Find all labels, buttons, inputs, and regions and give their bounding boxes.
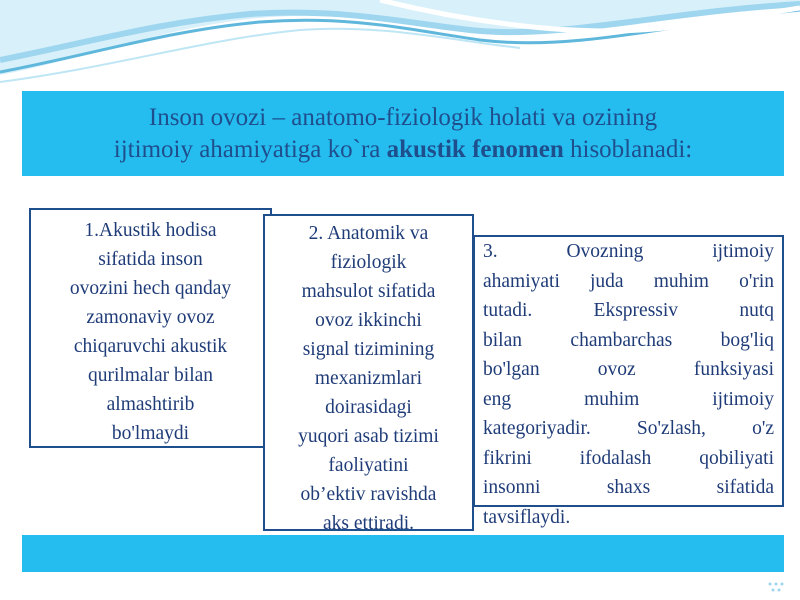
box2-line: signal tizimining	[302, 339, 435, 360]
box1-line: chiqaruvchi akustik	[73, 336, 228, 357]
title-line-1: Inson ovozi – anatomo-fiziologik holati va ozining	[148, 103, 658, 131]
box2-line: mexanizmlari	[314, 368, 423, 389]
footer-band	[22, 535, 784, 572]
point-box-1	[29, 208, 272, 448]
box3-line: tavsiflaydi.	[483, 506, 571, 528]
title-line-2-prefix: ijtimoiy ahamiyatiga ko`ra	[113, 135, 387, 163]
box2-line: ob’ektiv ravishda	[300, 484, 437, 505]
title-bold-term: akustik fenomen	[386, 135, 564, 163]
box1-line: qurilmalar bilan	[87, 365, 214, 386]
box3-line: ahamiyati juda muhim o'rin	[483, 270, 774, 292]
box3-line: bo'lgan ovoz funksiyasi	[483, 359, 774, 380]
box1-line: 1.Akustik hodisa	[84, 220, 217, 241]
box1-line: bo'lmaydi	[111, 423, 190, 444]
box3-line: insonni shaxs sifatida	[483, 477, 774, 498]
box3-line: bilan chambarchas bog'liq	[483, 329, 774, 351]
point-box-2	[263, 214, 474, 534]
point-box-3	[473, 235, 784, 528]
decorative-dots-icon	[766, 580, 786, 594]
box2-line: faoliyatini	[328, 455, 409, 476]
box3-line: kategoriyadir. So'zlash, o'z	[483, 418, 774, 439]
box3-line: fikrini ifodalash qobiliyati	[483, 447, 774, 469]
box2-line: aks ettiradi.	[323, 513, 414, 534]
title-banner	[22, 91, 784, 176]
box3-line: tutadi. Ekspressiv nutq	[483, 300, 774, 321]
box3-line: eng muhim ijtimoiy	[483, 388, 774, 410]
box2-line: ovoz ikkinchi	[315, 310, 422, 331]
box2-line: yuqori asab tizimi	[298, 426, 439, 447]
title-line-2	[114, 134, 692, 166]
box2-line: mahsulot sifatida	[301, 281, 436, 302]
box1-line: almashtirib	[106, 394, 195, 415]
decorative-wave-header	[0, 0, 800, 90]
box2-line: doirasidagi	[325, 397, 412, 418]
box2-line: 2. Anatomik va	[308, 223, 429, 244]
box2-line: fiziologik	[330, 252, 407, 273]
box1-line: sifatida inson	[98, 249, 203, 270]
box3-line: 3. Ovozning ijtimoiy	[483, 241, 774, 262]
box1-line: zamonaviy ovoz	[86, 307, 215, 328]
box1-line: ovozini hech qanday	[69, 278, 232, 299]
title-line-2-suffix: hisoblanadi:	[563, 135, 693, 163]
